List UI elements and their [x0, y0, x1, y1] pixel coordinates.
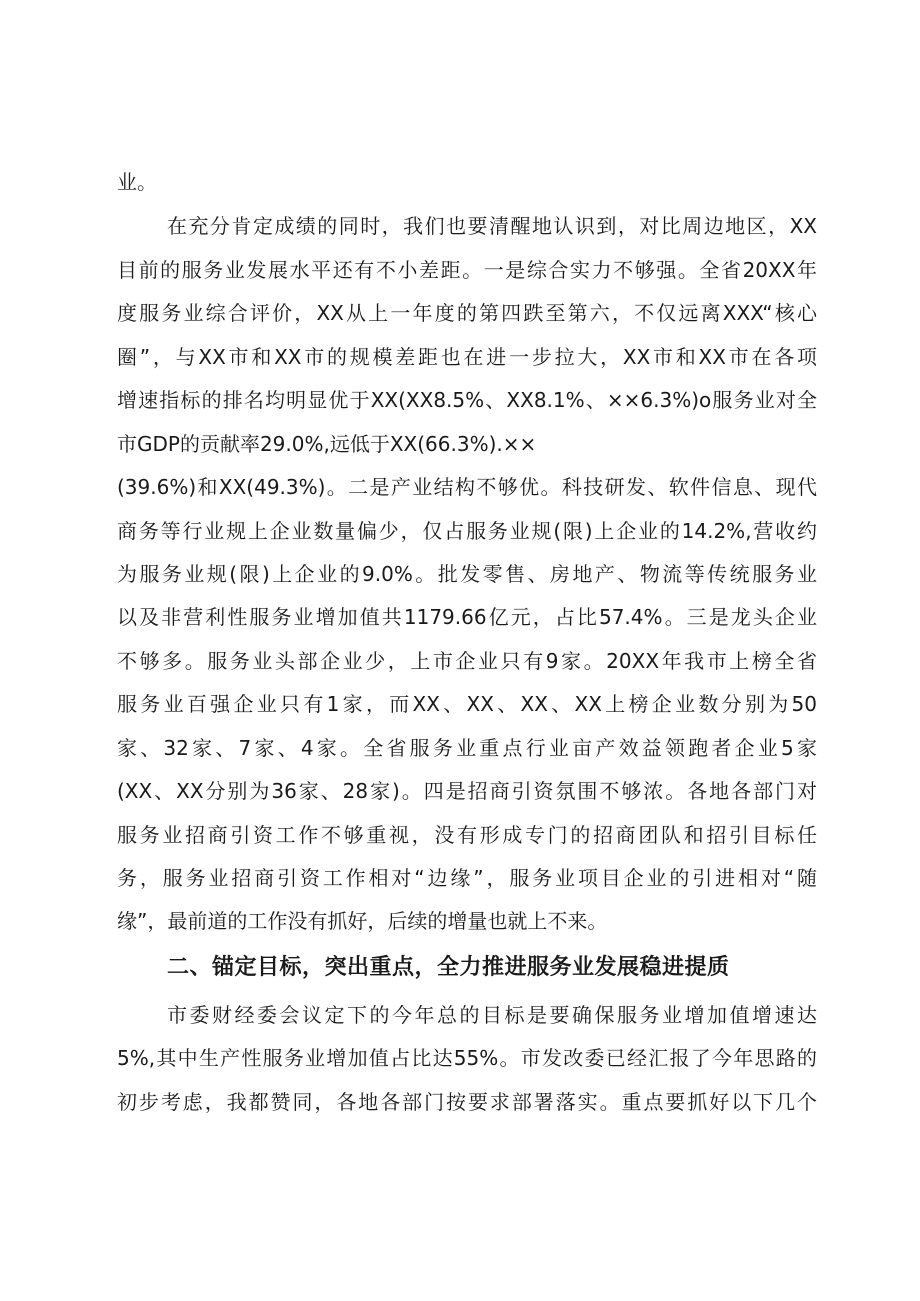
text-line: 市GDP的贡献率29.0%,远低于XX(66.3%).×× [117, 432, 537, 456]
text-line: 业。 [117, 170, 157, 194]
text-line: 圈”，与XX市和XX市的规模差距也在进一步拉大，XX市和XX市在各项 [117, 345, 817, 369]
text-line: 服务业百强企业只有1家，而XX、XX、XX、XX上榜企业数分别为50 [117, 692, 817, 716]
text-line: 市委财经委会议定下的今年总的目标是要确保服务业增加值增速达 [167, 1003, 817, 1027]
text-line: 在充分肯定成绩的同时，我们也要清醒地认识到，对比周边地区，XX [167, 214, 817, 238]
text-line: 以及非营利性服务业增加值共1179.66亿元，占比57.4%。三是龙头企业 [117, 605, 817, 629]
text-line: 为服务业规(限)上企业的9.0%。批发零售、房地产、物流等传统服务业 [117, 562, 817, 586]
section-heading: 二、锚定目标，突出重点，全力推进服务业发展稳进提质 [167, 955, 730, 980]
text-line: 家、32家、7家、4家。全省服务业重点行业亩产效益领跑者企业5家 [117, 736, 817, 760]
text-line: 初步考虑，我都赞同，各地各部门按要求部署落实。重点要抓好以下几个 [117, 1090, 817, 1114]
text-line: 务，服务业招商引资工作相对“边缘”，服务业项目企业的引进相对“随 [117, 866, 817, 890]
text-line: 度服务业综合评价，XX从上一年度的第四跌至第六，不仅远离XXX“核心 [117, 301, 817, 325]
text-line: 缘”，最前道的工作没有抓好，后续的增量也就上不来。 [117, 909, 608, 933]
text-line: 增速指标的排名均明显优于XX(XX8.5%、XX8.1%、××6.3%)o服务业对全 [117, 388, 817, 412]
text-line: 目前的服务业发展水平还有不小差距。一是综合实力不够强。全省20XX年 [117, 258, 817, 282]
text-line: 5%,其中生产性服务业增加值占比达55%。市发改委已经汇报了今年思路的 [117, 1046, 817, 1070]
text-line: (XX、XX分别为36家、28家)。四是招商引资氛围不够浓。各地各部门对 [117, 779, 817, 803]
text-line: 服务业招商引资工作不够重视，没有形成专门的招商团队和招引目标任 [117, 823, 817, 847]
text-line: (39.6%)和XX(49.3%)。二是产业结构不够优。科技研发、软件信息、现代 [117, 475, 817, 499]
text-line: 商务等行业规上企业数量偏少，仅占服务业规(限)上企业的14.2%,营收约 [117, 519, 817, 543]
text-line: 不够多。服务业头部企业少，上市企业只有9家。20XX年我市上榜全省 [117, 649, 817, 673]
